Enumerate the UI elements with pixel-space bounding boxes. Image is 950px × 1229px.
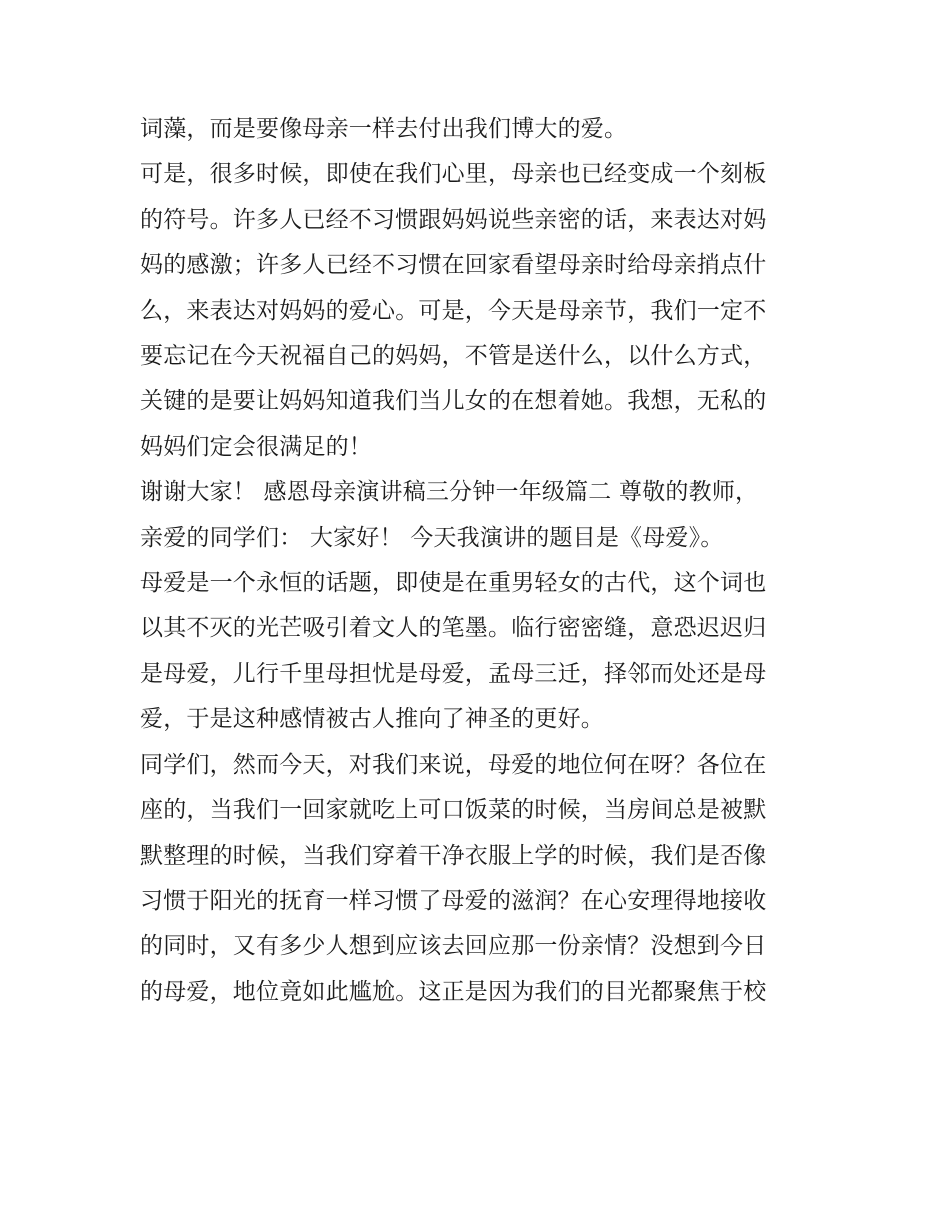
text-line: 习惯于阳光的抚育一样习惯了母爱的滋润？在心安理得地接收: [140, 887, 767, 914]
text-line: 的同时，又有多少人想到应该去回应那一份亲情？没想到今日: [140, 933, 767, 960]
text-line: 要忘记在今天祝福自己的妈妈，不管是送什么，以什么方式，: [140, 343, 767, 370]
text-line: 词藻，而是要像母亲一样去付出我们博大的爱。: [140, 116, 628, 142]
text-line: 座的，当我们一回家就吃上可口饭菜的时候，当房间总是被默: [140, 797, 767, 824]
text-line: 默整理的时候，当我们穿着干净衣服上学的时候，我们是否像: [140, 842, 767, 869]
text-line: 以其不灭的光芒吸引着文人的笔墨。临行密密缝，意恐迟迟归: [140, 615, 767, 642]
text-line: 可是，很多时候，即使在我们心里，母亲也已经变成一个刻板: [140, 161, 767, 188]
text-line: 妈妈们定会很满足的！: [140, 433, 372, 460]
text-line: 关键的是要让妈妈知道我们当儿女的在想着她。我想，无私的: [140, 388, 767, 415]
document-body: [140, 107, 815, 1015]
text-line: 么，来表达对妈妈的爱心。可是，今天是母亲节，我们一定不: [140, 297, 767, 324]
text-line: 同学们，然而今天，对我们来说，母爱的地位何在呀？各位在: [140, 751, 767, 778]
text-line: 谢谢大家！ 感恩母亲演讲稿三分钟一年级篇二 尊敬的教师，: [140, 479, 759, 506]
text-line: 的符号。许多人已经不习惯跟妈妈说些亲密的话，来表达对妈: [140, 206, 767, 233]
text-line: 亲爱的同学们： 大家好！ 今天我演讲的题目是《母爱》。: [140, 524, 724, 551]
text-line: 爱，于是这种感情被古人推向了神圣的更好。: [140, 706, 604, 733]
text-line: 母爱是一个永恒的话题，即使是在重男轻女的古代，这个词也: [140, 570, 767, 597]
text-line: 的母爱，地位竟如此尴尬。这正是因为我们的目光都聚焦于校: [140, 978, 767, 1005]
text-line: 是母爱，儿行千里母担忧是母爱，孟母三迁，择邻而处还是母: [140, 660, 767, 687]
text-line: 妈的感激；许多人已经不习惯在回家看望母亲时给母亲捎点什: [140, 252, 767, 279]
